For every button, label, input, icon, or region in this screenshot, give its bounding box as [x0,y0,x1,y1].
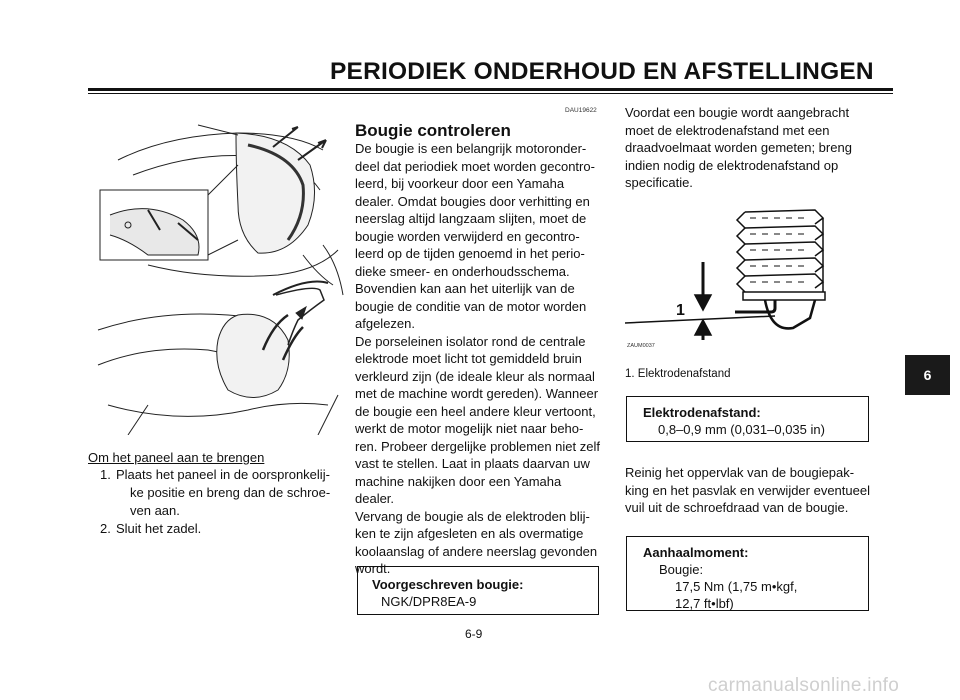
step-1-text-line3: ven aan. [130,503,180,518]
step-2-text: Sluit het zadel. [116,521,202,536]
body-line: Vervang de bougie als de elektroden blij- [355,508,590,524]
body-line: De porseleinen isolator rond de centrale [355,333,586,349]
body-line: dieke smeer- en onderhoudsschema. [355,263,570,279]
document-code: DAU19622 [565,107,597,114]
body-line: king en het pasvlak en verwijder eventueel [625,482,870,498]
body-line: bougie de conditie van de motor worden [355,298,587,314]
body-line: wordt. [355,561,391,576]
spark-plug-spec-box [357,566,599,615]
body-line: elektrode moet licht tot gemiddeld bruin [355,351,582,366]
body-line: De bougie is een belangrijk motoronder- [355,141,587,156]
panel-illustration [88,105,348,435]
body-line: leerd, bij voorkeur door een Yamaha [355,176,565,191]
figure-caption: 1. Elektrodenafstand [625,368,731,380]
middle-body [355,140,605,578]
body-line: verkleurd zijn (de ideale kleur als normaal [355,368,595,384]
page-number: 6-9 [465,627,483,641]
body-line: met de machine wordt gereden). Wanneer [355,386,599,401]
body-line: draadvoelmaat worden gemeten; breng [625,140,852,155]
body-line: vuil uit de schroefdraad van de bougie. [625,500,849,515]
step-1-text-line2: ke positie en breng dan de schroe- [130,485,331,500]
body-line: koolaanslag of andere neerslag gevonden [355,543,598,559]
chapter-tab: 6 [905,355,950,395]
header-rule-thin [88,93,893,94]
body-line: neerslag altijd langzaam slijten, moet de [355,211,587,226]
gap-label-number: 1 [676,302,685,319]
body-line: dealer. [355,491,395,506]
body-line: de bougie een heel andere kleur vertoont, [355,403,596,419]
page-header-title: PERIODIEK ONDERHOUD EN AFSTELLINGEN [330,58,874,85]
body-line: dealer. Omdat bougies door verhitting en [355,193,590,209]
step-1-number: 1. [100,467,111,482]
electrode-gap-spec-value: 0,8–0,9 mm (0,031–0,035 in) [658,422,825,437]
step-2-number: 2. [100,521,111,536]
body-line: Reinig het oppervlak van de bougiepak- [625,465,855,480]
right-intro [625,104,880,192]
body-line: moet de elektrodenafstand met een [625,122,830,138]
watermark: carmanualsonline.info [708,675,900,696]
body-line: ken te zijn afgesleten en als overmatige [355,526,584,541]
torque-spec-box [626,536,869,611]
right-cleaning [625,464,880,517]
body-line: werkt de motor mogelijk niet naar beho- [355,421,584,436]
body-line: specificatie. [625,175,693,190]
body-line: ren. Probeer dergelijke problemen niet zelf [355,438,600,454]
torque-spec-value-1: 17,5 Nm (1,75 m•kgf, [675,579,798,594]
header-rule [88,88,893,91]
body-line: deel dat periodiek moet worden gecontro- [355,158,595,174]
body-line: afgelezen. [355,316,415,331]
step-1-text-line1: Plaats het paneel in de oorspronkelij- [116,467,330,482]
figure-code: ZAUM0037 [627,343,655,349]
electrode-gap-illustration [625,200,880,360]
body-line: bougie worden verwijderd en gecontro- [355,228,580,244]
section-heading: Bougie controleren [355,121,511,140]
spark-plug-spec-value: NGK/DPR8EA-9 [381,594,477,609]
body-line: machine nakijken door een Yamaha [355,473,562,489]
electrode-gap-spec-title: Elektrodenafstand: [643,405,761,420]
body-line: vast te stellen. Laat in plaats daarvan uw [355,456,590,471]
body-line: indien nodig de elektrodenafstand op [625,157,839,173]
body-line: Voordat een bougie wordt aangebracht [625,105,850,120]
body-line: Bovendien kan aan het uiterlijk van de [355,281,575,296]
torque-spec-value-2: 12,7 ft•lbf) [675,596,734,611]
subheading-install-panel: Om het paneel aan te brengen [88,450,265,465]
torque-spec-item: Bougie: [659,562,704,577]
torque-spec-title: Aanhaalmoment: [643,545,749,560]
electrode-gap-spec-box [626,396,869,442]
spark-plug-spec-title: Voorgeschreven bougie: [372,577,524,592]
body-line: leerd op de tijden genoemd in het perio- [355,246,585,261]
